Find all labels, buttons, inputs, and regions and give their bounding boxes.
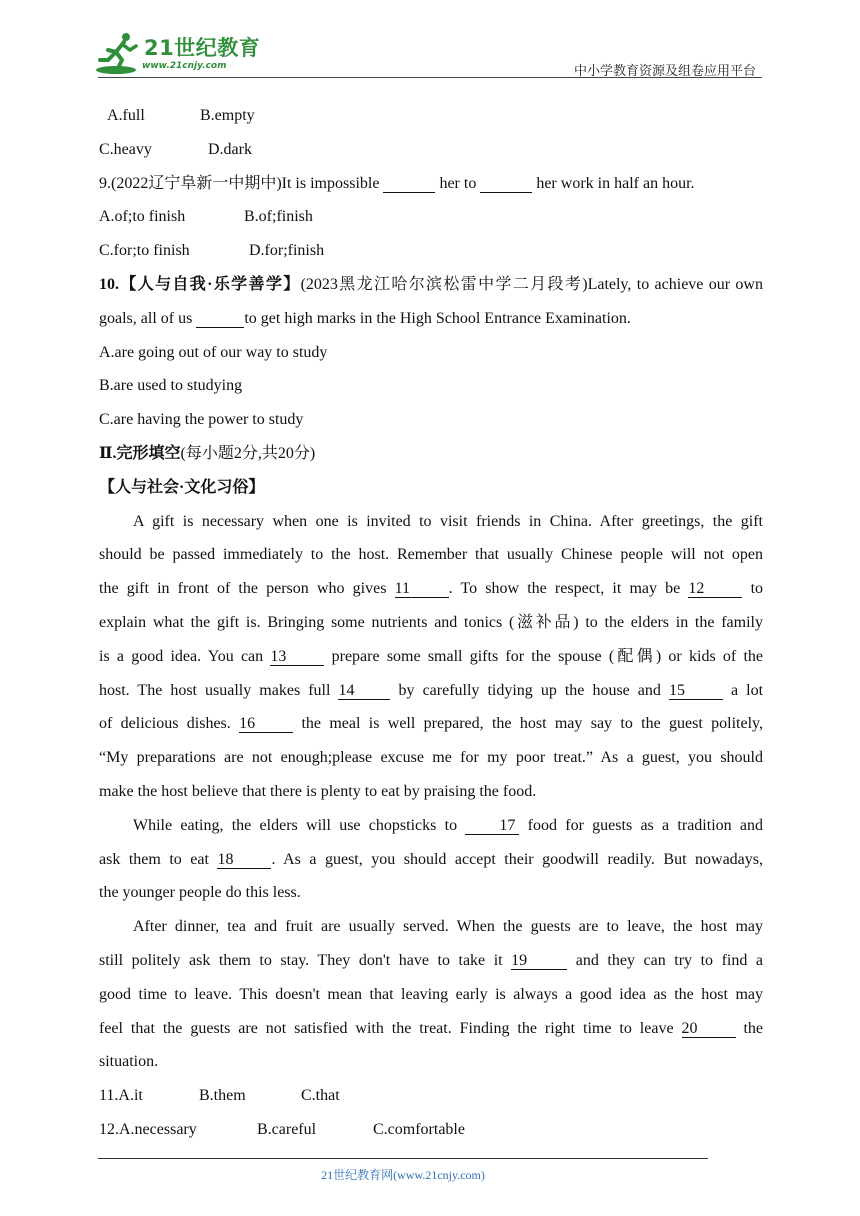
passage-text: to: [750, 580, 763, 598]
q9-option-b: B.of;finish: [244, 208, 313, 226]
header-platform-title: 中小学教育资源及组卷应用平台: [573, 63, 756, 78]
passage-p1-line3: [99, 572, 763, 606]
section2-note: (每小题2分,共20分): [180, 444, 316, 462]
page-header: [0, 0, 860, 80]
blank-16: 16: [239, 716, 293, 733]
q10-option-a: A.are going out of our way to study: [99, 343, 328, 361]
passage-text: of delicious dishes.: [99, 715, 231, 733]
q9-stem-part3: her work in half an hour.: [536, 174, 695, 192]
passage-p3-line4: [99, 1012, 763, 1046]
q11-option-a: 11.A.it: [99, 1087, 143, 1105]
blank-14: 14: [338, 683, 390, 700]
blank-15: 15: [669, 683, 723, 700]
passage-p2-line2: [99, 843, 763, 877]
passage-p3-line3: good time to leave. This doesn't mean that leaving early is always a good idea as the host may: [99, 985, 763, 1003]
blank-12: 12: [688, 581, 742, 598]
passage-p1-line6: [99, 674, 763, 708]
blank-19: 19: [511, 953, 567, 970]
logo-text: 21世纪教育: [144, 36, 261, 60]
footer-divider: [98, 1158, 708, 1159]
passage-p1-line4: explain what the gift is. Bringing some nutrients and tonics (滋补品) to the elders in the family: [99, 613, 763, 631]
passage-p1-line8: “My preparations are not enough;please excuse me for my poor treat.” As a guest, you should: [99, 749, 763, 767]
q10-stem-part1: (2023黑龙江哈尔滨松雷中学二月段考)Lately, to achieve our own: [300, 275, 763, 293]
passage-text: the: [743, 1019, 763, 1037]
q9-stem: [99, 167, 763, 201]
passage-text: the gift in front of the person who gives: [99, 580, 387, 598]
q10-blank: [196, 311, 244, 328]
q8-option-c: C.heavy: [99, 140, 152, 158]
section2-title: Ⅱ.完形填空: [99, 444, 181, 462]
passage-text: prepare some small gifts for the spouse (配偶) or kids of the: [331, 647, 763, 665]
site-logo: [96, 30, 266, 78]
blank-13: 13: [270, 649, 324, 666]
q9-stem-part2: her to: [439, 174, 477, 192]
passage-text: the meal is well prepared, the host may say to the guest politely,: [301, 715, 763, 733]
q9-option-d: D.for;finish: [249, 242, 325, 260]
passage-text: food for guests as a tradition and: [527, 816, 763, 834]
runner-logo-icon: [96, 30, 142, 76]
passage-text: by carefully tidying up the house and: [398, 681, 661, 699]
passage-p2-line3: the younger people do this less.: [99, 884, 301, 902]
q8-option-b: B.empty: [200, 107, 255, 124]
q12-option-b: B.careful: [257, 1120, 317, 1138]
passage-text: host. The host usually makes full: [99, 681, 331, 699]
q9-stem-part1: 9.(2022辽宁阜新一中期中)It is impossible: [99, 174, 380, 192]
q11-options: [99, 1079, 763, 1113]
q8-option-d: D.dark: [208, 140, 252, 158]
header-divider: [98, 77, 762, 78]
passage-p1-line9: make the host believe that there is plenty to eat by praising the food.: [99, 782, 537, 800]
q10-stem-line1: [99, 268, 763, 302]
q9-options-row1: [99, 200, 763, 234]
q11-option-c: C.that: [301, 1087, 340, 1105]
passage-p1-line5: [99, 640, 763, 674]
q10-stem-part2: goals, all of us: [99, 309, 193, 327]
page-footer: 21世纪教育网(www.21cnjy.com): [321, 1168, 485, 1182]
q11-option-b: B.them: [199, 1087, 246, 1105]
q9-blank-1: [383, 176, 435, 193]
q9-blank-2: [480, 176, 532, 193]
logo-url: www.21cnjy.com: [142, 61, 227, 71]
passage-p1-line2: should be passed immediately to the host. Remember that usually Chinese people will not open: [99, 546, 763, 564]
blank-11: 11: [395, 581, 449, 598]
passage-text: feel that the guests are not satisfied with the treat. Finding the right time to leave: [99, 1019, 674, 1037]
q9-option-a: A.of;to finish: [99, 208, 186, 226]
passage-p3-line5: situation.: [99, 1053, 159, 1071]
passage-text: and they can try to find a: [575, 951, 763, 969]
q10-stem-line2: [99, 302, 763, 336]
passage-text: While eating, the elders will use chopsticks to: [133, 816, 458, 834]
q9-options-row2: [99, 234, 763, 268]
passage-p3-line1: After dinner, tea and fruit are usually served. When the guests are to leave, the host may: [133, 918, 763, 936]
blank-18: 18: [217, 852, 271, 869]
q12-option-a: 12.A.necessary: [99, 1120, 197, 1138]
q8-options-row2: [99, 133, 763, 167]
passage-p2-line1: [99, 809, 763, 843]
q10-option-c: C.are having the power to study: [99, 411, 304, 429]
passage-text: is a good idea. You can: [99, 647, 264, 665]
q10-stem-part3: to get high marks in the High School Entrance Examination.: [244, 309, 631, 327]
section2-heading: [99, 437, 763, 471]
document-body: [99, 99, 763, 1147]
passage-text: . To show the respect, it may be: [448, 580, 681, 598]
passage-p1-line7: [99, 707, 763, 741]
passage-text: a lot: [731, 681, 763, 699]
q10-theme-tag: 10.【人与自我·乐学善学】: [99, 275, 301, 293]
passage-text: ask them to eat: [99, 850, 209, 868]
q12-option-c: C.comfortable: [373, 1120, 465, 1138]
passage-text: . As a guest, you should accept their goodwill readily. But nowadays,: [271, 850, 763, 868]
passage-text: still politely ask them to stay. They don't have to take it: [99, 951, 503, 969]
passage-p3-line2: [99, 944, 763, 978]
q9-option-c: C.for;to finish: [99, 242, 190, 260]
passage-p1-line1: A gift is necessary when one is invited to visit friends in China. After greetings, the gift: [133, 512, 763, 530]
section2-theme: 【人与社会·文化习俗】: [99, 478, 265, 496]
q10-option-b: B.are used to studying: [99, 377, 243, 395]
q8-option-a: A.full: [107, 107, 145, 124]
q8-options-row1: [99, 99, 763, 133]
blank-17: 17: [465, 818, 519, 835]
q12-options: [99, 1113, 763, 1147]
blank-20: 20: [682, 1021, 736, 1038]
